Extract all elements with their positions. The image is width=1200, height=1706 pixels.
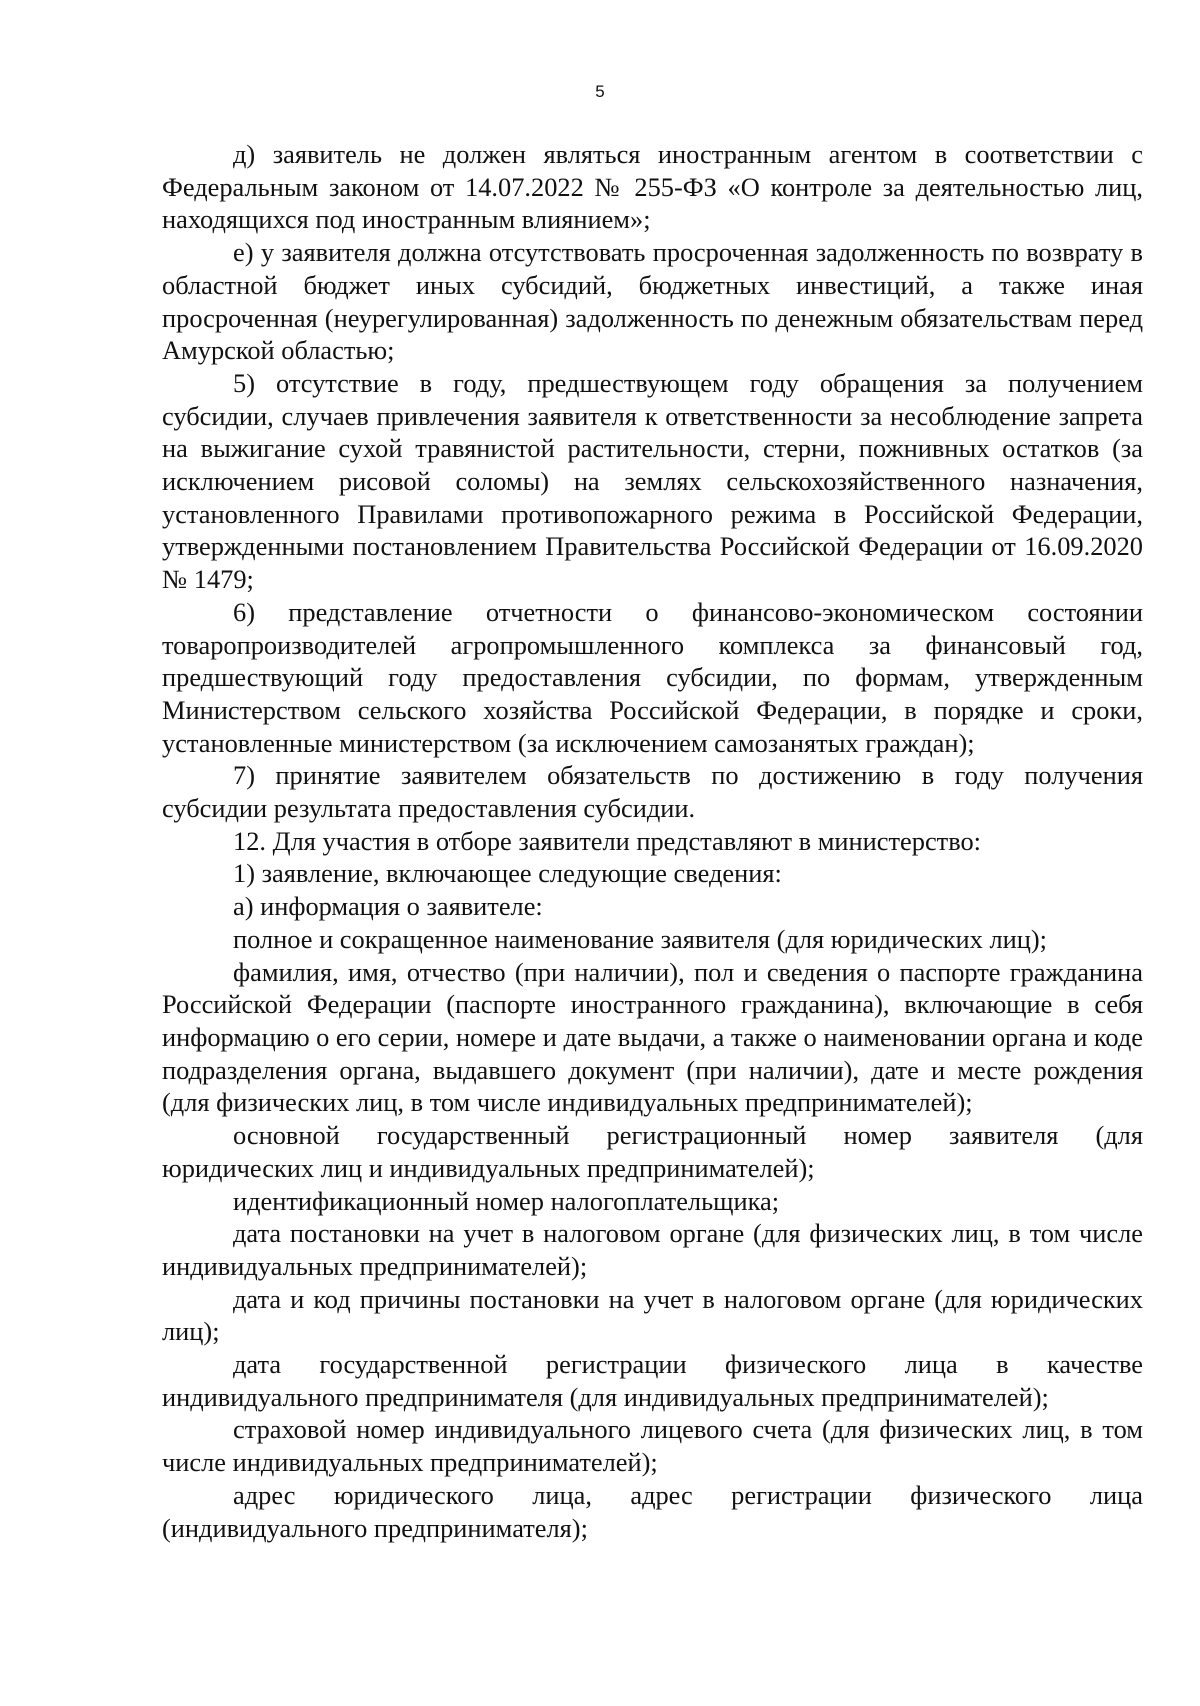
paragraph-inn: идентификационный номер налогоплательщика;: [233, 1185, 780, 1216]
paragraph-12-participation: 12. Для участия в отборе заявители представляют в министерство:: [233, 825, 981, 856]
document-body: [162, 138, 1143, 1544]
paragraph-passport-details: фамилия, имя, отчество (при наличии), пол и сведения о паспорте гражданина Российской Федерации (паспорте иностранного гражданина), включающие в себя информацию о его серии, номере и дате выдачи, а также о наименовании органа и коде подразделения органа, выдавшего документ (при наличии), дате и месте рождения (для физических лиц, в том числе индивидуальных предпринимателей);: [162, 956, 1143, 1118]
paragraph-a-applicant-info: а) информация о заявителе:: [233, 891, 543, 922]
paragraph-d-foreign-agent: д) заявитель не должен являться иностранным агентом в соответствии с Федеральным законом от 14.07.2022 № 255-ФЗ «О контроле за деятельностью лиц, находящихся под иностранным влиянием»;: [162, 139, 1143, 235]
paragraph-kpp: дата и код причины постановки на учет в налоговом органе (для юридических лиц);: [162, 1283, 1143, 1347]
paragraph-snils: страховой номер индивидуального лицевого счета (для физических лиц, в том числе индивидуальных предпринимателей);: [162, 1414, 1143, 1478]
paragraph-ogrn: основной государственный регистрационный номер заявителя (для юридических лиц и индивидуальных предпринимателей);: [162, 1120, 1143, 1183]
paragraph-ip-registration-date: дата государственной регистрации физического лица в качестве индивидуального предпринимателя (для индивидуальных предпринимателей);: [162, 1349, 1143, 1412]
paragraph-applicant-name: полное и сокращенное наименование заявителя (для юридических лиц);: [233, 923, 1047, 954]
paragraph-e-overdue-debt: е) у заявителя должна отсутствовать просроченная задолженность по возврату в областной бюджет иных субсидий, бюджетных инвестиций, а также иная просроченная (неурегулированная) задолженность по денежным обязательствам перед Амурской областью;: [162, 237, 1143, 366]
paragraph-tax-registration-date: дата постановки на учет в налоговом органе (для физических лиц, в том числе индивидуальных предпринимателей);: [162, 1218, 1143, 1281]
page-number: 5: [595, 82, 605, 101]
paragraph-5-burning-ban: 5) отсутствие в году, предшествующем году обращения за получением субсидии, случаев привлечения заявителя к ответственности за несоблюдение запрета на выжигание сухой травянистой растительности, стерни, пожнивных остатков (за исключением рисовой соломы) на землях сельскохозяйственного назначения, установленного Правилами противопожарного режима в Российской Федерации, утвержденными постановлением Правительства Российской Федерации от 16.09.2020 № 1479;: [162, 367, 1143, 595]
paragraph-address: адрес юридического лица, адрес регистрации физического лица (индивидуального предпринимателя);: [162, 1479, 1143, 1543]
paragraph-1-application: 1) заявление, включающее следующие сведения:: [233, 858, 782, 889]
paragraph-7-obligations: 7) принятие заявителем обязательств по достижению в году получения субсидии результата предоставления субсидии.: [162, 760, 1143, 824]
paragraph-6-reporting: 6) представление отчетности о финансово-экономическом состоянии товаропроизводителей агропромышленного комплекса за финансовый год, предшествующий году предоставления субсидии, по формам, утвержденным Министерством сельского хозяйства Российской Федерации, в порядке и сроки, установленные министерством (за исключением самозанятых граждан);: [162, 596, 1143, 758]
